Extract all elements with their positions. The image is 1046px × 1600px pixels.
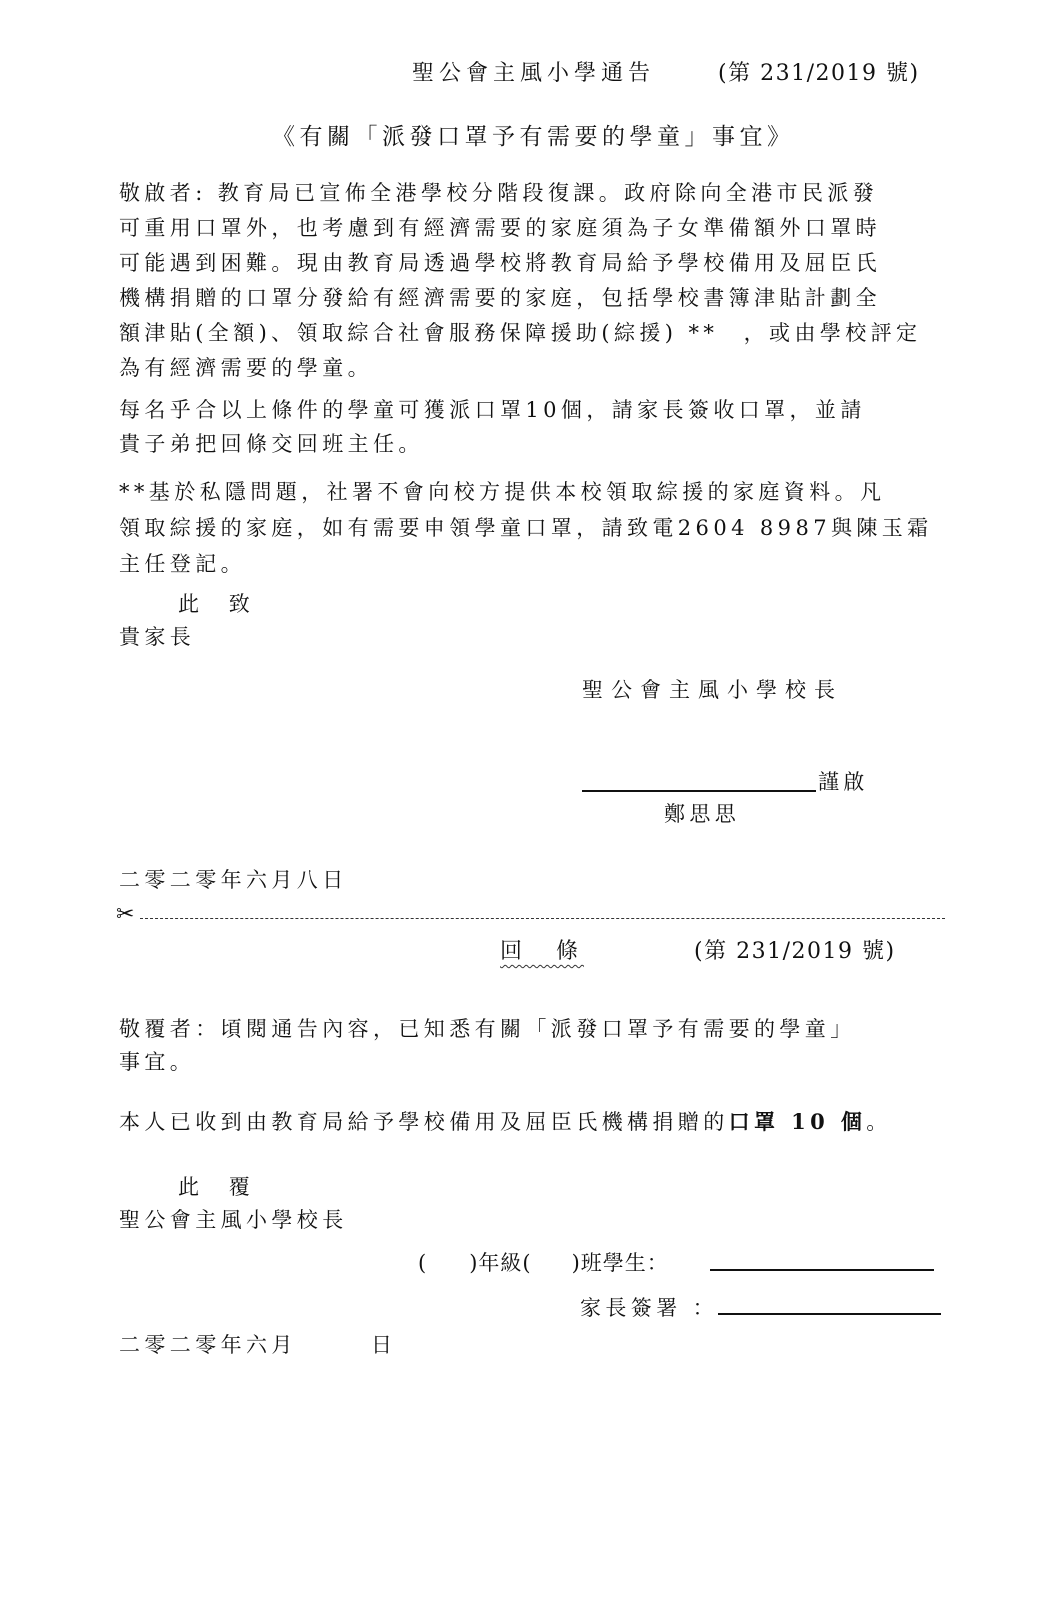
- body-line: 可重用口罩外，也考慮到有經濟需要的家庭須為子女準備額外口罩時: [119, 216, 881, 240]
- receipt-statement: [119, 1106, 892, 1136]
- body-line: 為有經濟需要的學童。: [119, 356, 373, 380]
- notice-title: 聖公會主風小學通告: [412, 61, 656, 86]
- receipt-suffix: 。: [866, 1110, 892, 1134]
- note-line: **基於私隱問題，社署不會向校方提供本校領取綜援的家庭資料。凡: [119, 480, 886, 504]
- body-line: 敬啟者: 教育局已宣佈全港學校分階段復課。政府除向全港市民派發: [119, 181, 879, 205]
- student-name-line[interactable]: [710, 1269, 934, 1271]
- reply-number: (第 231/2019 號): [694, 939, 896, 964]
- body-line: 機構捐贈的口罩分發給有經濟需要的家庭，包括學校書簿津貼計劃全: [119, 286, 881, 310]
- student-grade-label: )年級(: [469, 1251, 532, 1275]
- scissors-icon: ✂: [116, 902, 135, 927]
- notice-subject: 《有關「派發口罩予有需要的學童」事宜》: [272, 124, 795, 150]
- student-field: [418, 1247, 669, 1277]
- privacy-note: [119, 474, 933, 582]
- closing-sender: 聖公會主風小學校長: [582, 678, 843, 702]
- signature-line: [582, 790, 816, 792]
- reply-line: 敬覆者：頃閱通告內容，已知悉有關「派發口罩予有需要的學童」: [119, 1017, 856, 1041]
- closing-recipient: 貴家長: [119, 625, 196, 649]
- note-line: 領取綜援的家庭，如有需要申領學童口罩，請致電2604 8987與陳玉霜: [119, 516, 933, 540]
- parent-signature-label: 家長簽署 ：: [580, 1296, 719, 1320]
- signer-name: 鄭思思: [664, 802, 741, 826]
- body-line: 額津貼(全額)、領取綜合社會服務保障援助(綜援) ** ，或由學校評定: [119, 321, 922, 345]
- student-class-label: )班學生：: [571, 1251, 669, 1275]
- body-line: 可能遇到困難。現由教育局透過學校將教育局給予學校備用及屈臣氏: [119, 251, 881, 275]
- sign-suffix: 謹啟: [818, 770, 869, 794]
- cut-line: [140, 918, 945, 919]
- notice-body: [119, 176, 922, 386]
- reply-date-prefix: 二零二零年六月: [119, 1333, 297, 1357]
- notice-body-eligibility: [119, 393, 919, 461]
- notice-number: (第 231/2019 號): [718, 61, 920, 86]
- note-line: 主任登記。: [119, 552, 246, 576]
- closing-salutation: 此 致: [178, 592, 255, 616]
- reply-title: [500, 934, 584, 965]
- reply-recipient: 聖公會主風小學校長: [119, 1208, 348, 1232]
- reply-title-text: 回 條: [500, 939, 585, 964]
- reply-date-suffix: 日: [371, 1333, 397, 1357]
- body-line: 每名乎合以上條件的學童可獲派口罩10個，請家長簽收口罩，並請: [119, 398, 866, 422]
- reply-salutation: 此 覆: [178, 1175, 255, 1199]
- body-line: 貴子弟把回條交回班主任。: [119, 432, 424, 456]
- parent-signature-line[interactable]: [718, 1313, 941, 1315]
- reply-body: [119, 1013, 919, 1079]
- notice-date: 二零二零年六月八日: [119, 868, 348, 892]
- receipt-quantity: 口罩 10 個: [728, 1109, 867, 1134]
- student-open: (: [418, 1251, 428, 1275]
- receipt-prefix: 本人已收到由教育局給予學校備用及屈臣氏機構捐贈的: [119, 1110, 729, 1134]
- reply-line: 事宜。: [119, 1050, 196, 1074]
